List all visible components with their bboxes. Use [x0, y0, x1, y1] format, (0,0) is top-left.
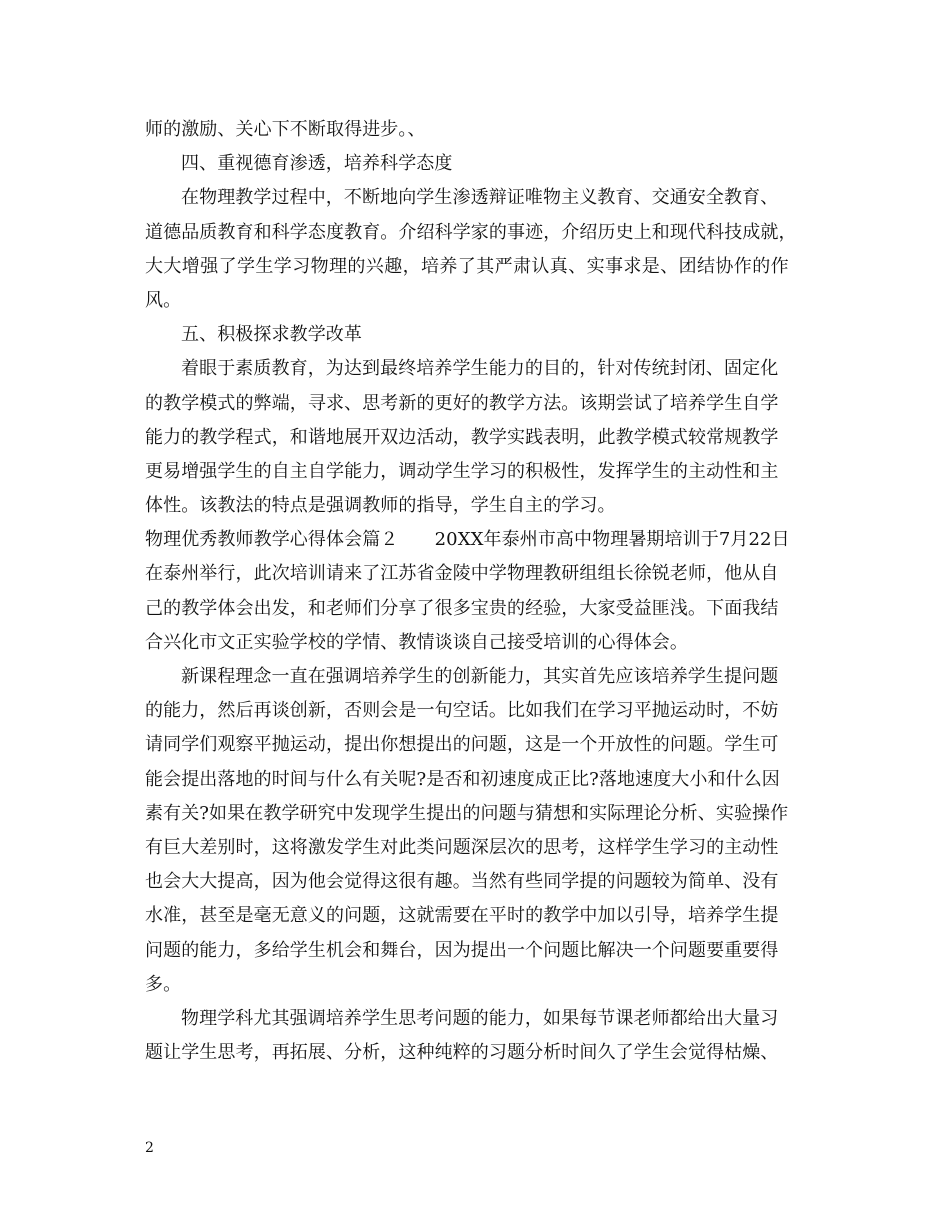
article-title-line: 物理优秀教师教学心得体会篇２ 20XX年泰州市高中物理暑期培训于7月22日	[145, 529, 790, 551]
text-line: 物理学科尤其强调培养学生思考问题的能力，如果每节课老师都给出大量习	[181, 1007, 779, 1029]
text-line: 的能力，然后再谈创新，否则会是一句空话。比如我们在学习平抛运动时，不妨	[145, 700, 779, 722]
text-line: 己的教学体会出发，和老师们分享了很多宝贵的经验，大家受益匪浅。下面我结	[145, 597, 779, 619]
page-number: 2	[145, 1140, 154, 1156]
text-line: 体性。该教法的特点是强调教师的指导，学生自主的学习。	[145, 495, 616, 517]
text-line: 问题的能力，多给学生机会和舞台，因为提出一个问题比解决一个问题要重要得	[145, 939, 779, 961]
text-line: 的教学模式的弊端，寻求、思考新的更好的教学方法。该期尝试了培养学生自学	[145, 392, 779, 414]
text-line: 道德品质教育和科学态度教育。介绍科学家的事迹，介绍历史上和现代科技成就，	[145, 221, 797, 243]
section-heading: 五、积极探求教学改革	[181, 324, 362, 346]
text-line: 水准，甚至是毫无意义的问题，这就需要在平时的教学中加以引导，培养学生提	[145, 905, 779, 927]
text-line: 在泰州举行，此次培训请来了江苏省金陵中学物理教研组组长徐锐老师，他从自	[145, 563, 779, 585]
text-line: 着眼于素质教育，为达到最终培养学生能力的目的，针对传统封闭、固定化	[181, 358, 779, 380]
text-line: 在物理教学过程中，不断地向学生渗透辩证唯物主义教育、交通安全教育、	[181, 187, 779, 209]
text-line: 多。	[145, 973, 182, 995]
text-line: 素有关?如果在教学研究中发现学生提出的问题与猜想和实际理论分析、实验操作	[145, 802, 789, 824]
text-line: 更易增强学生的自主自学能力，调动学生学习的积极性，发挥学生的主动性和主	[145, 460, 779, 482]
text-line: 能会提出落地的时间与什么有关呢?是否和初速度成正比?落地速度大小和什么因	[145, 768, 780, 790]
text-line: 能力的教学程式，和谐地展开双边活动，教学实践表明，此教学模式较常规教学	[145, 426, 779, 448]
text-line: 合兴化市文正实验学校的学情、教情谈谈自己接受培训的心得体会。	[145, 631, 688, 653]
section-heading: 四、重视德育渗透，培养科学态度	[181, 153, 453, 175]
text-line: 风。	[145, 289, 182, 311]
text-line: 新课程理念一直在强调培养学生的创新能力，其实首先应该培养学生提问题	[181, 666, 779, 687]
text-line: 大大增强了学生学习物理的兴趣，培养了其严肃认真、实事求是、团结协作的作	[145, 255, 789, 277]
text-line: 也会大大提高，因为他会觉得这很有趣。当然有些同学提的问题较为简单、没有	[145, 871, 779, 893]
text-line: 师的激励、关心下不断取得进步。、	[145, 119, 426, 140]
text-line: 题让学生思考，再拓展、分析，这种纯粹的习题分析时间久了学生会觉得枯燥、	[145, 1042, 779, 1064]
document-body	[145, 113, 810, 1070]
text-line: 请同学们观察平抛运动，提出你想提出的问题，这是一个开放性的问题。学生可	[145, 734, 779, 756]
text-line: 有巨大差别时，这将激发学生对此类问题深层次的思考，这样学生学习的主动性	[145, 836, 779, 858]
